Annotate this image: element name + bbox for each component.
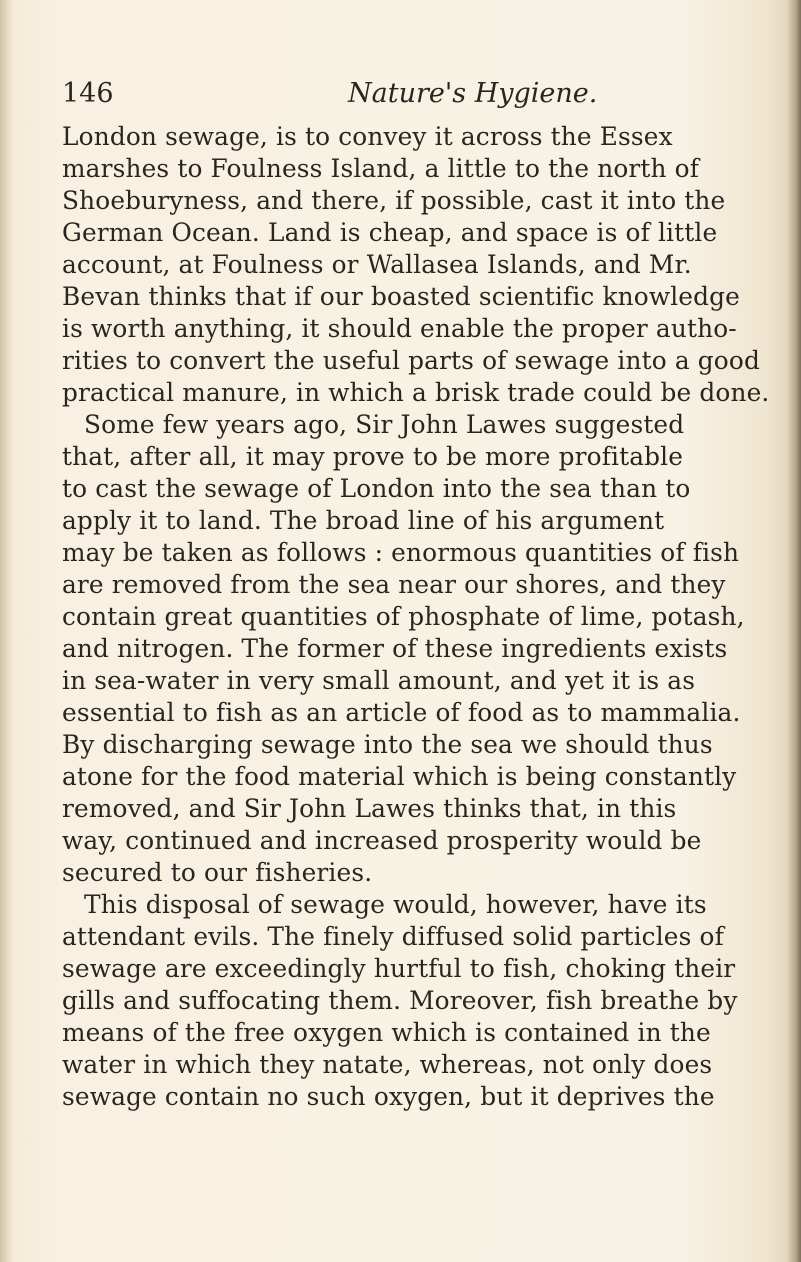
text-line: atone for the food material which is being constantly	[62, 762, 737, 791]
text-line: secured to our fisheries.	[62, 858, 373, 887]
text-line: attendant evils. The finely diffused solid particles of	[62, 922, 724, 951]
text-line: practical manure, in which a brisk trade could be done.	[62, 378, 770, 407]
text-line: is worth anything, it should enable the proper autho-	[62, 314, 737, 343]
text-line: marshes to Foulness Island, a little to the north of	[62, 154, 700, 183]
text-line: contain great quantities of phosphate of lime, potash,	[62, 602, 745, 631]
text-line: London sewage, is to convey it across the Essex	[62, 122, 673, 151]
text-line: rities to convert the useful parts of sewage into a good	[62, 346, 760, 375]
text-line: account, at Foulness or Wallasea Islands, and Mr.	[62, 250, 692, 279]
text-line: sewage are exceedingly hurtful to fish, choking their	[62, 954, 736, 983]
running-title: Nature's Hygiene.	[348, 78, 598, 109]
page-spine-shadow	[0, 0, 14, 1262]
text-line: gills and suffocating them. Moreover, fish breathe by	[62, 986, 738, 1015]
text-line: water in which they natate, whereas, not only does	[62, 1050, 713, 1079]
text-line: apply it to land. The broad line of his argument	[62, 506, 665, 535]
text-line: may be taken as follows : enormous quantities of fish	[62, 538, 740, 567]
text-line: in sea-water in very small amount, and yet it is as	[62, 666, 696, 695]
page-number: 146	[62, 78, 114, 109]
text-line: to cast the sewage of London into the sea than to	[62, 474, 691, 503]
text-line: By discharging sewage into the sea we should thus	[62, 730, 713, 759]
text-line: means of the free oxygen which is contained in the	[62, 1018, 711, 1047]
text-line: German Ocean. Land is cheap, and space is of little	[62, 218, 718, 247]
text-line: Bevan thinks that if our boasted scientific knowledge	[62, 282, 740, 311]
paragraph-start-line: Some few years ago, Sir John Lawes suggested	[84, 410, 685, 439]
page-edge-shadow	[787, 0, 801, 1262]
text-line: removed, and Sir John Lawes thinks that, in this	[62, 794, 677, 823]
text-line: essential to fish as an article of food as to mammalia.	[62, 698, 741, 727]
paragraph-start-line: This disposal of sewage would, however, have its	[84, 890, 707, 919]
text-line: that, after all, it may prove to be more profitable	[62, 442, 684, 471]
text-line: are removed from the sea near our shores, and they	[62, 570, 726, 599]
running-header	[62, 78, 682, 118]
text-line: Shoeburyness, and there, if possible, cast it into the	[62, 186, 726, 215]
text-line: and nitrogen. The former of these ingredients exists	[62, 634, 728, 663]
text-line: way, continued and increased prosperity would be	[62, 826, 702, 855]
text-line: sewage contain no such oxygen, but it deprives the	[62, 1082, 715, 1111]
